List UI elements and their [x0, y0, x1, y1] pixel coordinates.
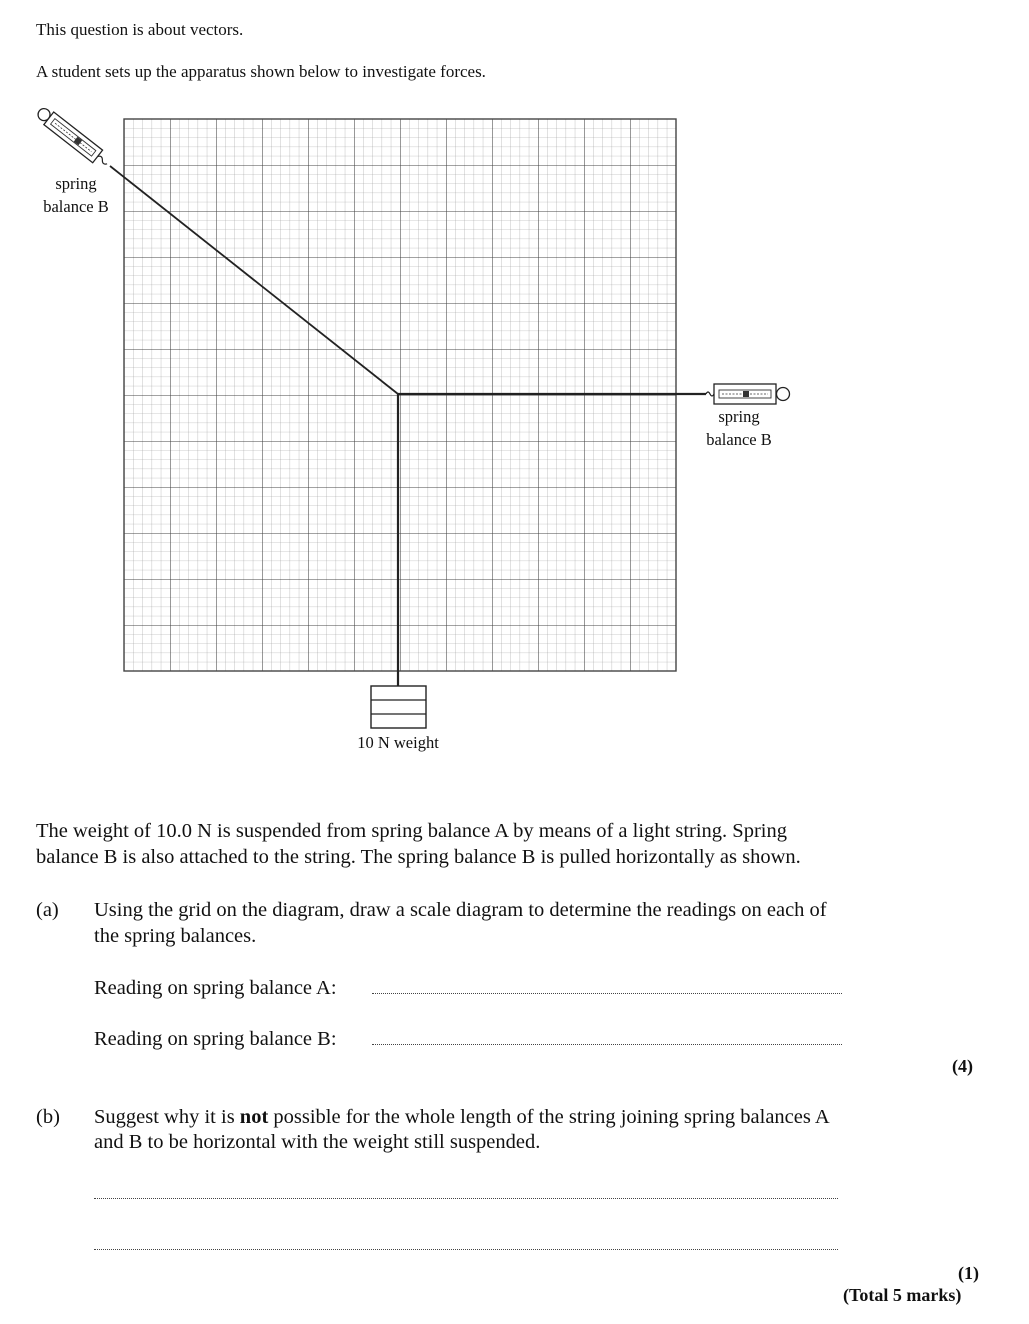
spring-balance-right-icon: [706, 384, 790, 404]
part-a-line-1: Using the grid on the diagram, draw a scale diagram to determine the readings on each of: [94, 899, 827, 921]
part-b-line-1-post: possible for the whole length of the string joining spring balances A: [268, 1106, 830, 1128]
intro-line-1: This question is about vectors.: [36, 20, 244, 39]
part-b-label: (b): [36, 1106, 60, 1128]
part-b-line-2: and B to be horizontal with the weight still suspended.: [94, 1131, 541, 1153]
reading-a-label: Reading on spring balance A:: [94, 977, 337, 999]
total-marks: (Total 5 marks): [843, 1285, 962, 1305]
part-a-line-2: the spring balances.: [94, 925, 257, 947]
part-a-label: (a): [36, 899, 59, 921]
part-b-answer-line-2[interactable]: [94, 1249, 838, 1250]
reading-a-answer-line[interactable]: [372, 993, 842, 994]
reading-b-answer-line[interactable]: [372, 1044, 842, 1045]
spring-balance-top-left-icon: [34, 105, 112, 171]
label-spring-balance-top-left-2: balance B: [43, 197, 109, 216]
intro-line-2: A student sets up the apparatus shown below to investigate forces.: [36, 62, 486, 81]
label-spring-balance-right-2: balance B: [706, 430, 772, 449]
label-spring-balance-top-left-1: spring: [55, 174, 97, 193]
part-b-line-1-pre: Suggest why it is: [94, 1106, 240, 1128]
label-spring-balance-right-1: spring: [718, 407, 760, 426]
stem-line-1: The weight of 10.0 N is suspended from spring balance A by means of a light string. Spring: [36, 820, 787, 842]
stem-line-2: balance B is also attached to the string. The spring balance B is pulled horizontally as shown.: [36, 846, 801, 868]
part-b-answer-line-1[interactable]: [94, 1198, 838, 1199]
part-b-line-1: [94, 1104, 830, 1130]
reading-b-label: Reading on spring balance B:: [94, 1028, 337, 1050]
weight-block-icon: [371, 686, 426, 728]
part-a-marks: (4): [952, 1056, 973, 1076]
label-weight: 10 N weight: [357, 733, 439, 752]
part-b-line-1-bold: not: [239, 1106, 269, 1128]
part-b-marks: (1): [958, 1263, 979, 1283]
